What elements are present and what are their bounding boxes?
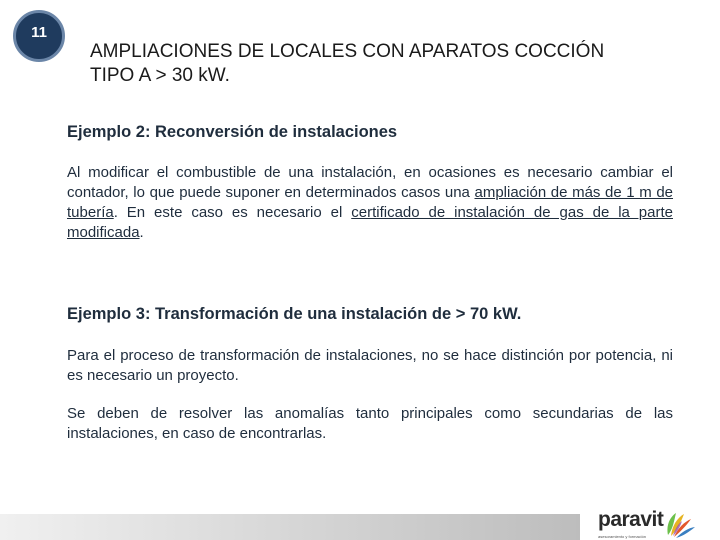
example-2-underline-b: certificado de instalación de gas de la parte modificada	[67, 204, 673, 241]
title-line-1: AMPLIACIONES DE LOCALES CON APARATOS COCCIÓN	[90, 41, 605, 62]
example-2-text-a: Al modificar el combustible de una instalación, en ocasiones es necesario cambiar el contador, lo que puede suponer en determinados casos una	[67, 164, 673, 201]
example-3-paragraph-1: Para el proceso de transformación de instalaciones, no se hace distinción por potencia, ni es necesario un proyecto.	[67, 347, 673, 384]
example-3-heading: Ejemplo 3: Transformación de una instalación de > 70 kW.	[67, 305, 522, 323]
feather-logo-icon	[664, 509, 696, 539]
logo-tagline: asesoramiento y formación	[598, 534, 647, 539]
example-3-paragraph-2: Se deben de resolver las anomalías tanto principales como secundarias de las instalaciones, en caso de encontrarlas.	[67, 405, 673, 442]
example-2-text-b: . En este caso es necesario el	[113, 204, 352, 221]
example-2-text-c: .	[139, 224, 144, 241]
page-title	[90, 40, 690, 88]
paravit-logo	[598, 507, 716, 540]
slide-number-badge	[13, 10, 65, 62]
logo-text: paravit	[598, 508, 664, 531]
footer-bar	[0, 514, 580, 540]
title-line-2: TIPO A > 30 kW.	[90, 65, 230, 86]
slide-number: 11	[31, 23, 47, 41]
example-2-heading: Ejemplo 2: Reconversión de instalaciones	[67, 123, 398, 141]
example-2-underline-a: ampliación de más de 1 m de tubería	[67, 184, 674, 221]
example-2-paragraph	[67, 163, 673, 243]
